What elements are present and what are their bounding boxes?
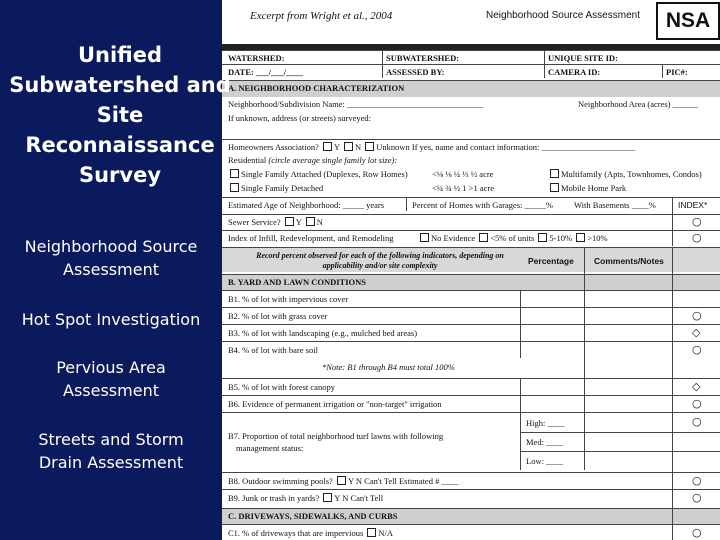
divider bbox=[662, 64, 663, 78]
b8-options: Y N Can't Tell Estimated # ____ bbox=[347, 476, 459, 486]
b6-row bbox=[222, 395, 720, 413]
sewer-no-label: N bbox=[316, 217, 323, 227]
hoa-yes-checkbox bbox=[323, 142, 332, 151]
b1-row bbox=[222, 290, 720, 308]
assessment-item-pervious bbox=[0, 356, 222, 402]
b9-row bbox=[222, 489, 720, 507]
nsa-badge: NSA bbox=[656, 2, 720, 40]
c1-label: C1. % of driveways that are impervious bbox=[228, 528, 364, 538]
no-evidence-label: No Evidence bbox=[431, 233, 476, 243]
assessment-item-streets bbox=[0, 428, 222, 474]
excerpt-citation: Excerpt from Wright et al., 2004 bbox=[250, 10, 393, 22]
section-b-title: B. YARD AND LAWN CONDITIONS bbox=[228, 277, 366, 287]
hoa-yes-label: Y bbox=[334, 142, 340, 152]
b7-high: High: ____ bbox=[526, 418, 565, 428]
divider bbox=[520, 378, 521, 412]
residential-row bbox=[222, 153, 720, 167]
multifamily-line bbox=[548, 169, 702, 179]
five-ten-checkbox bbox=[538, 233, 547, 242]
circle-icon: ○ bbox=[692, 491, 702, 504]
assessment-item-nsa bbox=[0, 235, 222, 281]
sfd-row bbox=[222, 181, 720, 195]
estimated-age-field: Estimated Age of Neighborhood: _____ years bbox=[228, 200, 385, 210]
b4-label: B4. % of lot with bare soil bbox=[228, 345, 318, 355]
mobile-home-checkbox bbox=[550, 183, 559, 192]
b1-label: B1. % of lot with impervious cover bbox=[228, 294, 349, 304]
b7-low: Low: ____ bbox=[526, 456, 564, 466]
form-title: Neighborhood Source Assessment bbox=[486, 10, 640, 21]
b8-row bbox=[222, 472, 720, 490]
section-c-title: C. DRIVEWAYS, SIDEWALKS, AND CURBS bbox=[228, 511, 398, 521]
b8-checkbox bbox=[337, 476, 346, 485]
sidebar-panel bbox=[0, 0, 231, 540]
title-line: Survey bbox=[78, 163, 162, 187]
b3-row bbox=[222, 324, 720, 342]
b9-label: B9. Junk or trash in yards? bbox=[228, 493, 320, 503]
hoa-line bbox=[228, 142, 635, 152]
column-header-row bbox=[222, 247, 720, 272]
sewer-line bbox=[228, 217, 323, 227]
circle-icon: ○ bbox=[692, 397, 702, 410]
b5-label: B5. % of lot with forest canopy bbox=[228, 382, 335, 392]
b9-options: Y N Can't Tell bbox=[334, 493, 384, 503]
index-label: INDEX* bbox=[678, 200, 708, 210]
circle-icon: ○ bbox=[692, 231, 702, 244]
garages-field: Percent of Homes with Garages: _____% bbox=[412, 200, 553, 210]
c1-row bbox=[222, 524, 720, 540]
sfa-row bbox=[222, 167, 720, 181]
sfd-line bbox=[228, 183, 323, 193]
subwatershed-label: SUBWATERSHED: bbox=[386, 53, 460, 63]
b-note-row bbox=[222, 358, 720, 378]
comments-column-header: Comments/Notes bbox=[594, 256, 664, 266]
hoa-row bbox=[222, 139, 720, 154]
b7-label-line2: management status: bbox=[236, 443, 304, 453]
infill-options bbox=[418, 233, 608, 243]
b7-med: Med: ____ bbox=[526, 437, 564, 447]
b2-row bbox=[222, 307, 720, 325]
divider bbox=[584, 247, 585, 470]
b5-row bbox=[222, 378, 720, 396]
hoa-label: Homeowners Association? bbox=[228, 142, 319, 152]
item-line: Drain Assessment bbox=[38, 453, 184, 472]
sewer-yes-checkbox bbox=[285, 217, 294, 226]
b-total-note: *Note: B1 through B4 must total 100% bbox=[322, 362, 455, 372]
hoa-no-label: N bbox=[354, 142, 362, 152]
residential-note: (circle average single family lot size): bbox=[268, 155, 398, 165]
title-line: Site bbox=[96, 103, 144, 127]
diamond-icon: ◇ bbox=[692, 380, 701, 393]
mobile-home-label: Mobile Home Park bbox=[561, 183, 627, 193]
circle-icon: ○ bbox=[692, 215, 702, 228]
b7-row bbox=[222, 412, 720, 471]
circle-icon: ○ bbox=[692, 343, 702, 356]
assessment-item-hsi bbox=[0, 308, 222, 331]
b4-row bbox=[222, 341, 720, 359]
divider bbox=[544, 50, 545, 78]
b7-subdivider bbox=[520, 432, 720, 433]
section-b-header bbox=[222, 274, 720, 290]
divider bbox=[520, 290, 521, 358]
divider bbox=[672, 247, 673, 540]
item-line: Pervious Area bbox=[56, 358, 166, 377]
under-five-checkbox bbox=[479, 233, 488, 242]
presentation-title bbox=[0, 40, 240, 190]
residential-line bbox=[228, 155, 397, 165]
b9-line bbox=[228, 493, 383, 503]
b8-line bbox=[228, 476, 458, 486]
unknown-address-field: If unknown, address (or streets) surveyed: bbox=[228, 113, 372, 123]
circle-icon: ○ bbox=[692, 309, 702, 322]
multifamily-checkbox bbox=[550, 169, 559, 178]
section-a-header bbox=[222, 80, 720, 97]
circle-icon: ○ bbox=[692, 526, 702, 539]
sfa-lot-sizes: <⅛ ⅛ ¼ ⅓ ½ acre bbox=[432, 169, 494, 179]
camera-id-label: CAMERA ID: bbox=[548, 67, 601, 77]
sewer-row bbox=[222, 214, 720, 231]
sfa-line bbox=[228, 169, 408, 179]
section-c-header bbox=[222, 508, 720, 524]
neighborhood-name-field: Neighborhood/Subdivision Name: ________________________________ bbox=[228, 99, 483, 109]
infill-row bbox=[222, 230, 720, 247]
sewer-label: Sewer Service? bbox=[228, 217, 281, 227]
b2-label: B2. % of lot with grass cover bbox=[228, 311, 328, 321]
mobile-home-line bbox=[548, 183, 626, 193]
record-note: Record percent observed for each of the following indicators, depending on applicability and/or site complexity bbox=[256, 251, 504, 270]
b7-subdivider bbox=[520, 451, 720, 452]
id-row-1 bbox=[222, 50, 720, 65]
no-evidence-checkbox bbox=[420, 233, 429, 242]
item-line: Hot Spot Investigation bbox=[21, 310, 201, 329]
section-a-title: A. NEIGHBORHOOD CHARACTERIZATION bbox=[228, 83, 405, 93]
item-line: Neighborhood Source bbox=[24, 237, 198, 256]
watershed-label: WATERSHED: bbox=[228, 53, 285, 63]
over-ten-label: >10% bbox=[587, 233, 608, 243]
b8-label: B8. Outdoor swimming pools? bbox=[228, 476, 333, 486]
b7-label-line1: B7. Proportion of total neighborhood turf lawns with following bbox=[228, 431, 444, 441]
title-line: Unified bbox=[77, 43, 163, 67]
multifamily-label: Multifamily (Apts, Townhomes, Condos) bbox=[561, 169, 702, 179]
infill-label: Index of Infill, Redevelopment, and Remodeling bbox=[228, 233, 394, 243]
sfa-label: Single Family Attached (Duplexes, Row Homes) bbox=[241, 169, 408, 179]
c1-na-checkbox bbox=[367, 528, 376, 537]
b6-label: B6. Evidence of permanent irrigation or "non-target" irrigation bbox=[228, 399, 442, 409]
under-five-label: <5% of units bbox=[490, 233, 535, 243]
unique-site-id-label: UNIQUE SITE ID: bbox=[548, 53, 618, 63]
basements-field: With Basements ____% bbox=[574, 200, 656, 210]
hoa-no-checkbox bbox=[344, 142, 353, 151]
c1-na-label: N/A bbox=[378, 528, 394, 538]
residential-label: Residential bbox=[228, 155, 267, 165]
b3-label: B3. % of lot with landscaping (e.g., mulched bed areas) bbox=[228, 328, 418, 338]
sfd-lot-sizes: <¼ ¾ ½ 1 >1 acre bbox=[432, 183, 494, 193]
neighborhood-name-row bbox=[222, 97, 720, 110]
circle-icon: ○ bbox=[692, 474, 702, 487]
circle-icon: ○ bbox=[692, 415, 702, 428]
c1-line bbox=[228, 528, 393, 538]
item-line: Assessment bbox=[63, 260, 159, 279]
sfd-label: Single Family Detached bbox=[241, 183, 324, 193]
title-line: Reconnaissance bbox=[25, 133, 215, 157]
b9-checkbox bbox=[323, 493, 332, 502]
date-label: DATE: ___/___/____ bbox=[228, 67, 304, 77]
assessed-by-label: ASSESSED BY: bbox=[386, 67, 445, 77]
over-ten-checkbox bbox=[576, 233, 585, 242]
form-header bbox=[222, 0, 720, 45]
neighborhood-area-field: Neighborhood Area (acres) ______ bbox=[578, 99, 699, 109]
item-line: Assessment bbox=[63, 381, 159, 400]
five-ten-label: 5-10% bbox=[549, 233, 573, 243]
id-row-2 bbox=[222, 64, 720, 79]
pic-label: PIC#: bbox=[666, 67, 688, 77]
nsa-form-image bbox=[222, 0, 720, 540]
item-line: Streets and Storm bbox=[38, 430, 184, 449]
sewer-yes-label: Y bbox=[295, 217, 302, 227]
percentage-column-header: Percentage bbox=[528, 256, 574, 266]
hoa-unknown-checkbox bbox=[365, 142, 374, 151]
unknown-address-row bbox=[222, 111, 720, 137]
title-line: Subwatershed and bbox=[9, 73, 231, 97]
divider bbox=[406, 197, 407, 211]
diamond-icon: ◇ bbox=[692, 326, 701, 339]
divider bbox=[520, 412, 521, 470]
sewer-no-checkbox bbox=[306, 217, 315, 226]
age-row bbox=[222, 197, 720, 212]
divider bbox=[382, 50, 383, 78]
hoa-unknown-label: Unknown If yes, name and contact information: ______________________ bbox=[376, 142, 635, 152]
